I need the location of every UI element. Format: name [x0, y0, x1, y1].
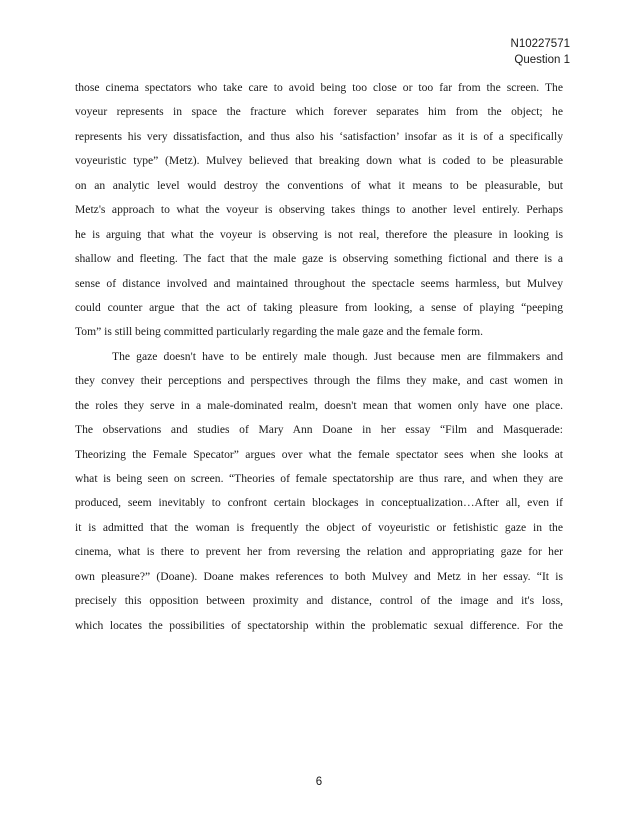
- text-line: it is admitted that the woman is frequently the object of voyeuristic or fetishistic gaze in the: [75, 520, 563, 534]
- text-line: voyeuristic type” (Metz). Mulvey believed that breaking down what is coded to be pleasurable: [75, 154, 563, 168]
- question-label: Question 1: [514, 54, 570, 66]
- text-line: on an analytic level would destroy the conventions of what it means to be pleasurable, but: [75, 178, 563, 192]
- text-line: they convey their perceptions and perspectives through the films they make, and cast women in: [75, 374, 563, 388]
- text-line: The observations and studies of Mary Ann Doane in her essay “Film and Masquerade:: [75, 423, 563, 437]
- text-line: produced, seem inevitably to confront certain blockages in conceptualization…After all, even if: [75, 496, 563, 510]
- text-line: represents his very dissatisfaction, and thus also his ‘satisfaction’ insofar as it is of a specifically: [75, 129, 563, 143]
- text-line: precisely this opposition between proximity and distance, control of the image and it's loss,: [75, 594, 563, 608]
- student-id: N10227571: [510, 38, 570, 50]
- text-line: the roles they serve in a male-dominated realm, doesn't mean that women only have one place.: [75, 398, 563, 412]
- text-line: shallow and fleeting. The fact that the male gaze is observing something fictional and there is a: [75, 252, 563, 266]
- body-text: [75, 80, 563, 642]
- text-line: cinema, what is there to prevent her from reversing the relation and appropriating gaze for her: [75, 545, 563, 559]
- text-line: Tom” is still being committed particularly regarding the male gaze and the female form.: [75, 325, 484, 339]
- text-line: he is arguing that what the voyeur is observing is not real, therefore the pleasure in looking is: [75, 227, 563, 241]
- text-line: what is being seen on screen. “Theories of female spectatorship are thus rare, and when they are: [75, 472, 563, 485]
- paragraph-start-line: The gaze doesn't have to be entirely male though. Just because men are filmmakers and: [112, 349, 563, 363]
- page-header: [511, 36, 570, 68]
- text-line: could counter argue that the act of taking pleasure from looking, a sense of playing “peeping: [75, 300, 563, 314]
- text-line: which locates the possibilities of spectatorship within the problematic sexual difference. For the: [75, 618, 563, 632]
- text-line: voyeur represents in space the fracture which forever separates him from the object; he: [75, 105, 563, 119]
- text-line: sense of distance involved and maintained throughout the spectacle seems harmless, but Mulvey: [75, 276, 563, 290]
- text-line: those cinema spectators who take care to avoid being too close or too far from the screen. The: [75, 81, 563, 94]
- text-line: Theorizing the Female Specator” argues over what the female spectator sees when she looks at: [75, 447, 563, 461]
- text-line: own pleasure?” (Doane). Doane makes references to both Mulvey and Metz in her essay. “It is: [75, 569, 563, 583]
- page-number: 6: [315, 776, 323, 788]
- text-line: Metz's approach to what the voyeur is observing takes things to another level entirely. Perhaps: [75, 203, 563, 217]
